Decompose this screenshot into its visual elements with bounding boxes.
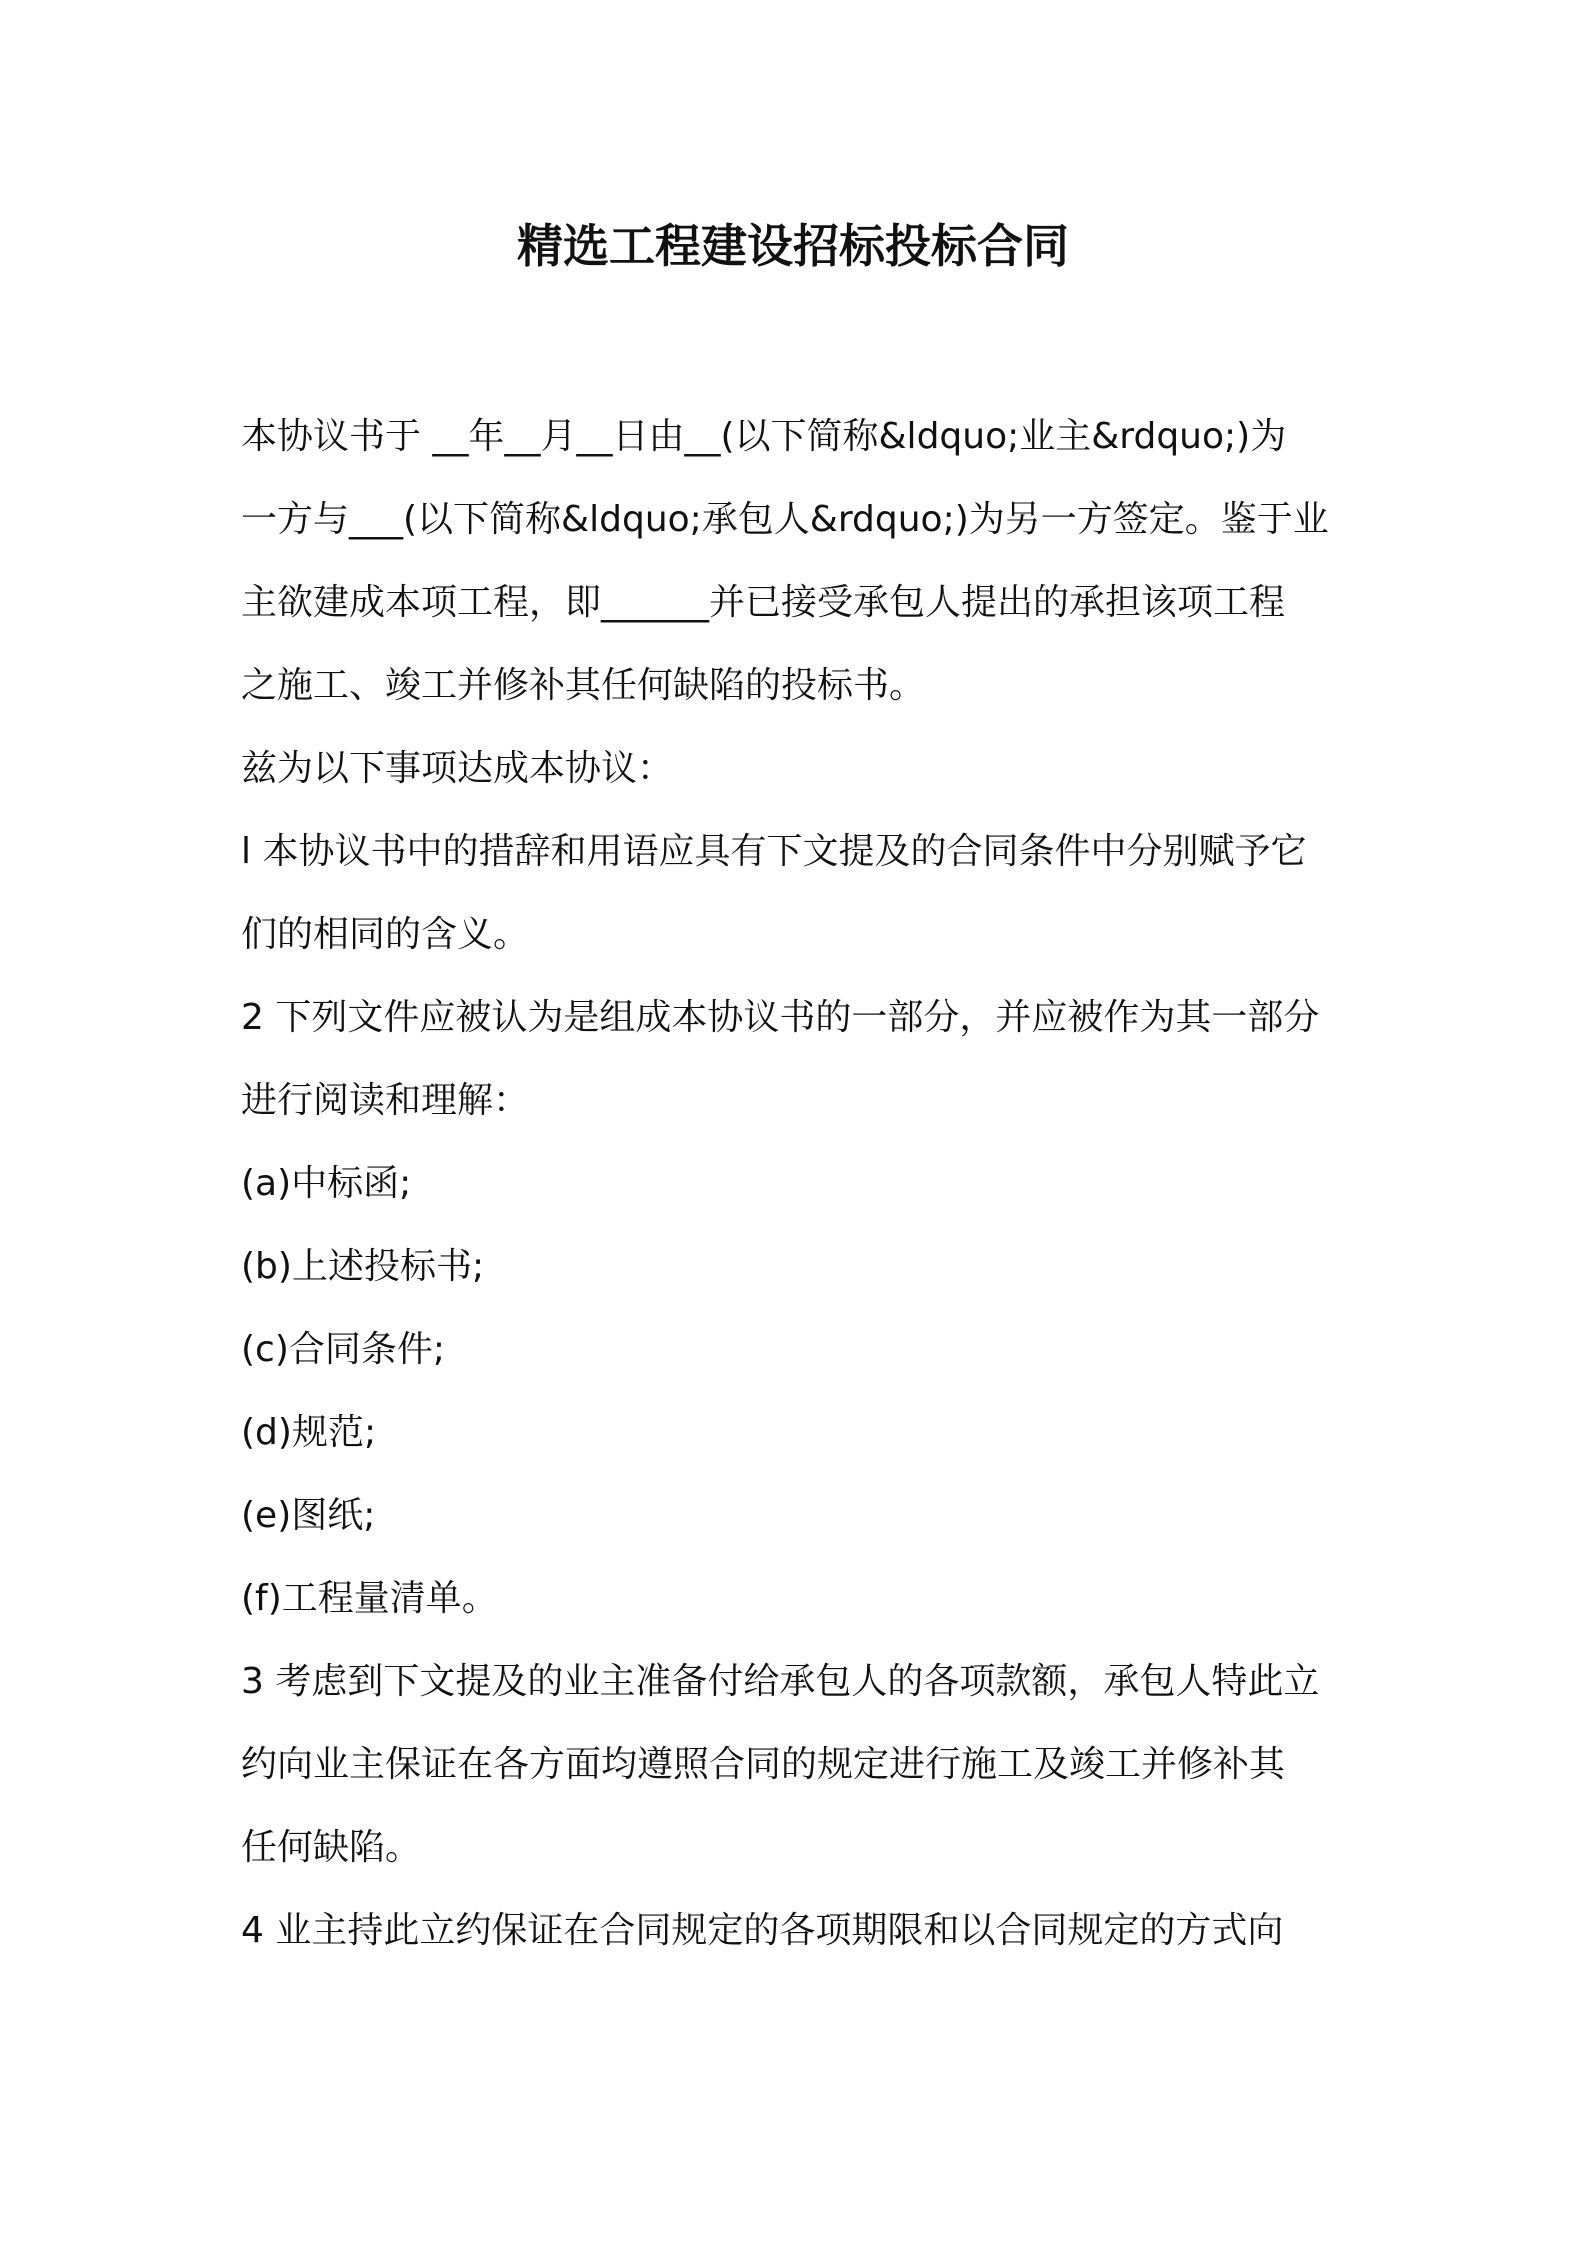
list-item: (c)合同条件; [241,1329,446,1370]
paragraph-line: 2 下列文件应被认为是组成本协议书的一部分，并应被作为其一部分 [241,997,1320,1038]
list-item: (d)规范; [241,1412,377,1453]
paragraph-line: 一方与___(以下简称&ldquo;承包人&rdquo;)为另一方签定。鉴于业 [241,499,1329,540]
document-title: 精选工程建设招标投标合同 [517,219,1069,273]
paragraph-line: 3 考虑到下文提及的业主准备付给承包人的各项款额，承包人特此立 [241,1661,1320,1702]
paragraph-line: l 本协议书中的措辞和用语应具有下文提及的合同条件中分别赋予它 [241,831,1307,872]
paragraph-line: 们的相同的含义。 [241,914,530,955]
list-item: (f)工程量清单。 [241,1578,498,1619]
list-item: (b)上述投标书; [241,1246,485,1287]
list-item: (a)中标函; [241,1163,412,1204]
document-body [241,395,1361,1972]
paragraph-line: 主欲建成本项工程，即______并已接受承包人提出的承担该项工程 [241,582,1286,623]
paragraph-line: 本协议书于 __年__月__日由__(以下简称&ldquo;业主&rdquo;)为 [241,416,1287,457]
list-item: (e)图纸; [241,1495,376,1536]
paragraph-line: 约向业主保证在各方面均遵照合同的规定进行施工及竣工并修补其 [241,1744,1286,1785]
paragraph-line: 进行阅读和理解： [241,1080,530,1121]
paragraph-line: 任何缺陷。 [241,1827,422,1868]
paragraph-line: 4 业主持此立约保证在合同规定的各项期限和以合同规定的方式向 [241,1910,1284,1951]
paragraph-line: 之施工、竣工并修补其任何缺陷的投标书。 [241,665,926,706]
paragraph-line: 兹为以下事项达成本协议： [241,748,674,789]
